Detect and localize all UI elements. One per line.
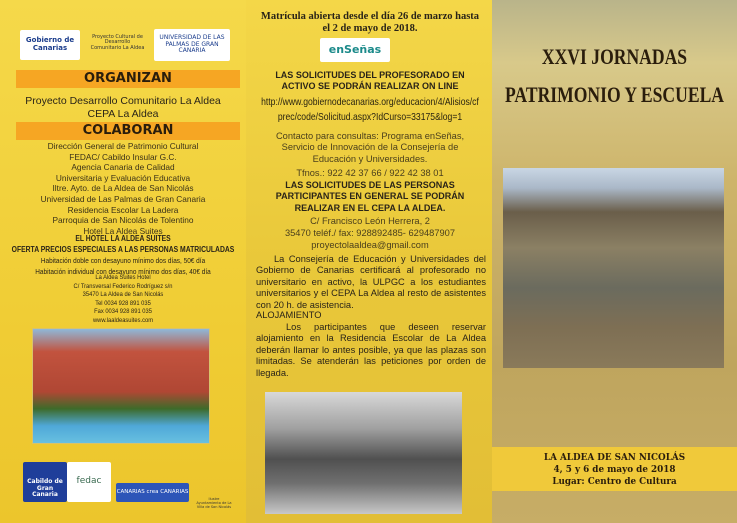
collaborator: Iltre. Ayto. de La Aldea de San Nicolás	[52, 183, 194, 194]
hotel-contact	[18, 274, 227, 325]
title-line-2: PATRIMONIO Y ESCUELA	[504, 82, 725, 107]
event-details	[492, 447, 737, 491]
general-application-heading: LAS SOLICITUDES DE LAS PERSONAS PARTICIPANTES EN GENERAL SE PODRÁN REALIZAR EN EL CEPA LA ALDEA.	[275, 180, 465, 213]
organizer: CEPA La Aldea	[87, 107, 159, 120]
ensenas-logo: enSeñas	[320, 38, 390, 62]
gobierno-canarias-logo: Gobierno de Canarias	[20, 30, 80, 60]
proyecto-aldea-logo: Proyecto Cultural de Desarrollo Comunitario La Aldea	[90, 33, 145, 51]
cepa-address: C/ Francisco León Herrera, 2	[310, 216, 430, 226]
event-title	[504, 38, 725, 114]
contact-line: 35470 La Aldea de San Nicolás	[82, 291, 164, 298]
organizers-list	[0, 95, 246, 120]
ayuntamiento-crest: Ilustre Ayuntamiento de La Villa de San Nicolás	[196, 497, 232, 510]
hotel-offer	[11, 233, 235, 255]
right-panel	[492, 0, 737, 523]
canarias-crea-logo: CANARIAS crea CANARIAS	[116, 483, 189, 502]
certification-text: La Consejería de Educación y Universidades del Gobierno de Canarias certificará al profesorado no universitario en activo, la ULPGC a los estudiantes universitarios y el CEPA La Aldea al resto de asistentes con 20 h. de asistencia.	[256, 254, 486, 310]
hotel-website[interactable]: www.laaldeasuites.com	[92, 316, 154, 324]
collaborator: Hotel La Aldea Suites	[83, 225, 163, 236]
collaborator: Parroquia de San Nicolás de Tolentino	[52, 215, 194, 226]
ulpgc-logo: UNIVERSIDAD DE LAS PALMAS DE GRAN CANARIA	[154, 29, 230, 61]
colaboran-heading: COLABORAN	[16, 122, 240, 140]
lodging-heading: ALOJAMIENTO	[256, 310, 322, 320]
landscape-photo	[503, 168, 724, 368]
event-venue: Lugar: Centro de Cultura	[552, 477, 677, 487]
contact-line: C/ Transversal Federico Rodríguez s/n	[73, 282, 173, 290]
event-place: LA ALDEA DE SAN NICOLÁS	[543, 453, 686, 463]
collaborator: Agencia Canaria de Calidad	[71, 162, 175, 173]
organizan-heading: ORGANIZAN	[16, 70, 240, 88]
hotel-photo	[32, 328, 210, 444]
left-panel	[0, 0, 246, 523]
contact-line: Fax 0034 928 891 035	[94, 308, 152, 315]
collaborator: Universitaria y Evaluación Educativa	[55, 172, 191, 183]
fedac-logo: fedac	[67, 462, 111, 502]
phone-numbers: Tfnos.: 922 42 37 66 / 922 42 38 01	[296, 168, 444, 178]
middle-panel	[246, 0, 492, 523]
cepa-email[interactable]: proyectolaaldea@gmail.com	[311, 240, 429, 250]
historic-photo	[265, 392, 462, 514]
title-line-1: XXVI JORNADAS	[541, 44, 688, 69]
organizer: Proyecto Desarrollo Comunitario La Aldea	[25, 95, 221, 107]
event-dates: 4, 5 y 6 de mayo de 2018	[553, 465, 676, 475]
collaborators-list	[0, 141, 246, 236]
price-line: Habitación individual con desayuno mínimo dos días, 40€ día	[35, 266, 211, 276]
cepa-phone: 35470 teléf./ fax: 928892485- 629487907	[284, 228, 456, 238]
collaborator: FEDAC/ Cabildo Insular G.C.	[69, 151, 177, 162]
cabildo-logo: Cabildo de Gran Canaria	[23, 462, 67, 502]
contact-line: Tel 0034 928 891 035	[95, 299, 151, 307]
hotel-offer-text: OFERTA PRECIOS ESPECIALES A LAS PERSONAS MATRICULADAS	[11, 245, 235, 254]
hotel-title: EL HOTEL LA ALDEA SUITES	[75, 234, 171, 243]
contact-info: Contacto para consultas: Programa enSeñas, Servicio de Innovación de la Consejería de Educación y Universidades.	[275, 131, 465, 164]
teacher-application-heading: LAS SOLICITUDES DEL PROFESORADO EN ACTIVO SE PODRÁN REALIZAR ON LINE	[275, 70, 465, 91]
collaborator: Dirección General de Patrimonio Cultural	[47, 141, 199, 151]
contact-line: La Aldea Suites Hotel	[95, 274, 151, 281]
collaborator: Residencia Escolar La Ladera	[67, 204, 179, 215]
collaborator: Universidad de Las Palmas de Gran Canaria	[40, 193, 206, 204]
price-line: Habitación doble con desayuno mínimo dos días, 50€ día	[40, 256, 206, 265]
lodging-text: Los participantes que deseen reservar alojamiento en la Residencia Escolar de La Aldea deberán llamar lo antes posible, ya que las plazas son limitadas. Se atenderán las peticiones por orden de llegada.	[256, 322, 486, 378]
application-url[interactable]: http://www.gobiernodecanarias.org/educacion/4/Alisios/cfprec/code/Solicitud.aspx?IdCurso=33175&log=1	[261, 96, 479, 123]
enrollment-dates: Matrícula abierta desde el día 26 de marzo hasta el 2 de mayo de 2018.	[260, 11, 480, 34]
